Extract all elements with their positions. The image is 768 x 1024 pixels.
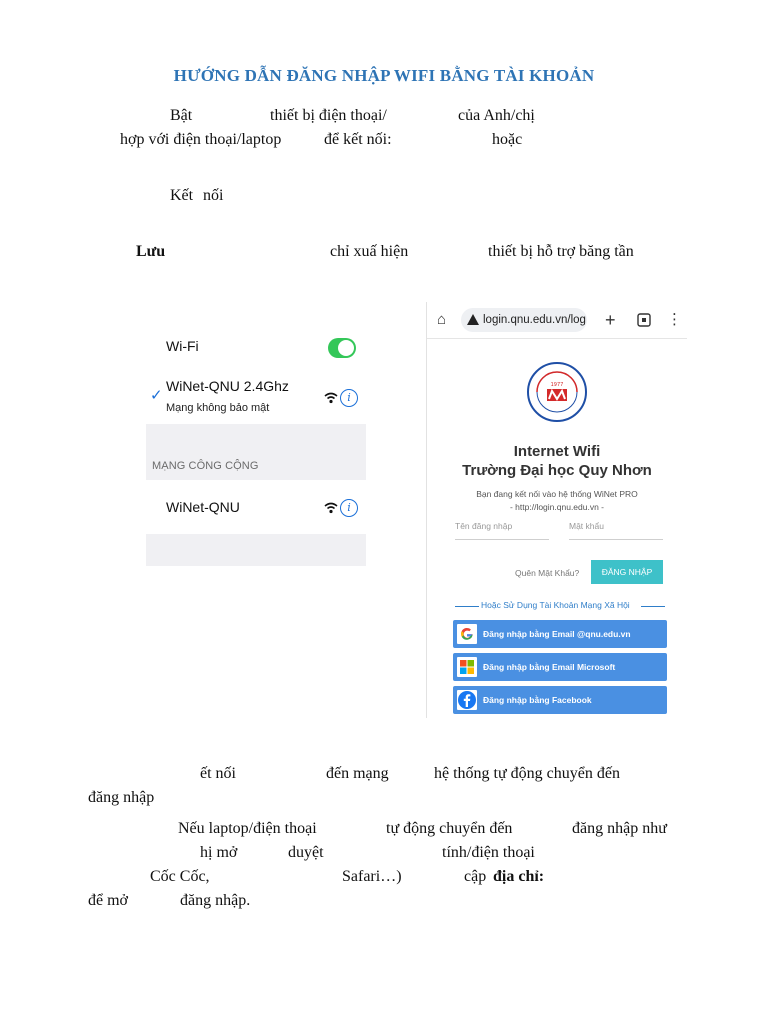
para2-fragment: hệ thống tự động chuyển đến [434, 765, 620, 782]
browser-toolbar [427, 302, 687, 339]
home-icon[interactable]: ⌂ [437, 311, 447, 328]
para3-address-label: địa chỉ: [493, 868, 545, 885]
section-header [146, 424, 366, 480]
address-url: login.qnu.edu.vn/log [483, 314, 586, 326]
login-heading: Trường Đại học Quy Nhơn [462, 462, 652, 479]
network-security: Mạng không bảo mật [166, 402, 270, 414]
password-input[interactable]: Mật khẩu [569, 521, 663, 540]
para3-fragment: Safari…) [342, 868, 402, 885]
wifi-label: Wi-Fi [166, 338, 199, 354]
login-page-screenshot [426, 302, 687, 718]
connected-url: - http://login.qnu.edu.vn - [509, 502, 605, 512]
wifi-signal-icon [324, 502, 338, 514]
forgot-password-link[interactable]: Quên Mật Khẩu? [515, 568, 580, 578]
university-logo [527, 362, 587, 422]
google-icon [457, 624, 477, 644]
username-input[interactable]: Tên đăng nhập [455, 521, 549, 540]
connect-fragment: Kết [170, 187, 194, 204]
para3-fragment: Cốc Cốc, [150, 868, 210, 885]
connect-fragment: nối [203, 187, 224, 204]
network-name[interactable]: WiNet-QNU 2.4Ghz [166, 378, 289, 394]
address-bar[interactable] [461, 308, 587, 332]
para1-fragment: của Anh/chị [458, 107, 535, 124]
login-heading: Internet Wifi [513, 443, 601, 460]
social-divider [455, 600, 665, 612]
para3-fragment: để mở [88, 892, 129, 909]
para3-fragment: Nếu laptop/điện thoại [178, 820, 317, 837]
network-name[interactable]: WiNet-QNU [166, 499, 240, 515]
note-fragment: thiết bị hỗ trợ băng tần [488, 243, 634, 260]
connected-text: Bạn đang kết nối vào hệ thống WiNet PRO [476, 489, 638, 499]
google-login-button[interactable] [453, 620, 667, 648]
logo-year: 1977 [550, 382, 564, 388]
login-button[interactable]: ĐĂNG NHẬP [591, 560, 663, 584]
microsoft-icon [457, 657, 477, 677]
info-icon[interactable]: i [340, 499, 358, 517]
wifi-settings-screenshot [146, 322, 366, 566]
info-icon[interactable]: i [340, 389, 358, 407]
note-fragment: chỉ xuấ hiện [330, 243, 409, 260]
section-footer [146, 534, 366, 566]
note-label: Lưu [136, 243, 166, 260]
para1-fragment: hợp với điện thoại/laptop [120, 131, 282, 148]
para3-fragment: tính/điện thoại [442, 844, 535, 861]
para3-fragment: đăng nhập. [180, 892, 251, 909]
para2-fragment: đăng nhập [88, 789, 155, 806]
para3-fragment: tự động chuyển đến [386, 820, 513, 837]
warning-icon [467, 314, 479, 325]
page-title: HƯỚNG DẪN ĐĂNG NHẬP WIFI BẰNG TÀI KHOẢN [173, 66, 595, 85]
facebook-login-label: Đăng nhập bằng Facebook [483, 695, 592, 705]
wifi-toggle[interactable] [328, 338, 356, 358]
para1-fragment: Bật [170, 107, 193, 124]
microsoft-login-label: Đăng nhập bằng Email Microsoft [483, 662, 616, 672]
new-tab-icon[interactable]: + [605, 310, 616, 330]
para2-fragment: ết nối [200, 765, 236, 782]
para3-fragment: cập [464, 868, 487, 885]
para3-fragment: hị mở [200, 844, 238, 861]
menu-icon[interactable]: ⋮ [667, 311, 682, 328]
section-caption: MẠNG CÔNG CỘNG [152, 460, 259, 472]
para3-fragment: duyệt [288, 844, 324, 861]
para1-fragment: hoặc [492, 131, 523, 148]
facebook-login-button[interactable] [453, 686, 667, 714]
google-login-label: Đăng nhập bằng Email @qnu.edu.vn [483, 629, 631, 639]
para1-fragment: thiết bị điện thoại/ [270, 107, 387, 124]
checkmark-icon: ✓ [150, 387, 163, 404]
microsoft-login-button[interactable] [453, 653, 667, 681]
facebook-icon [457, 690, 477, 710]
para2-fragment: đến mạng [326, 765, 389, 782]
tabs-icon[interactable] [637, 313, 651, 327]
social-divider-text: Hoặc Sử Dụng Tài Khoản Mạng Xã Hội [481, 600, 630, 610]
para3-fragment: đăng nhập như [572, 820, 667, 837]
para1-fragment: để kết nối: [324, 131, 392, 148]
wifi-signal-icon [324, 392, 338, 404]
